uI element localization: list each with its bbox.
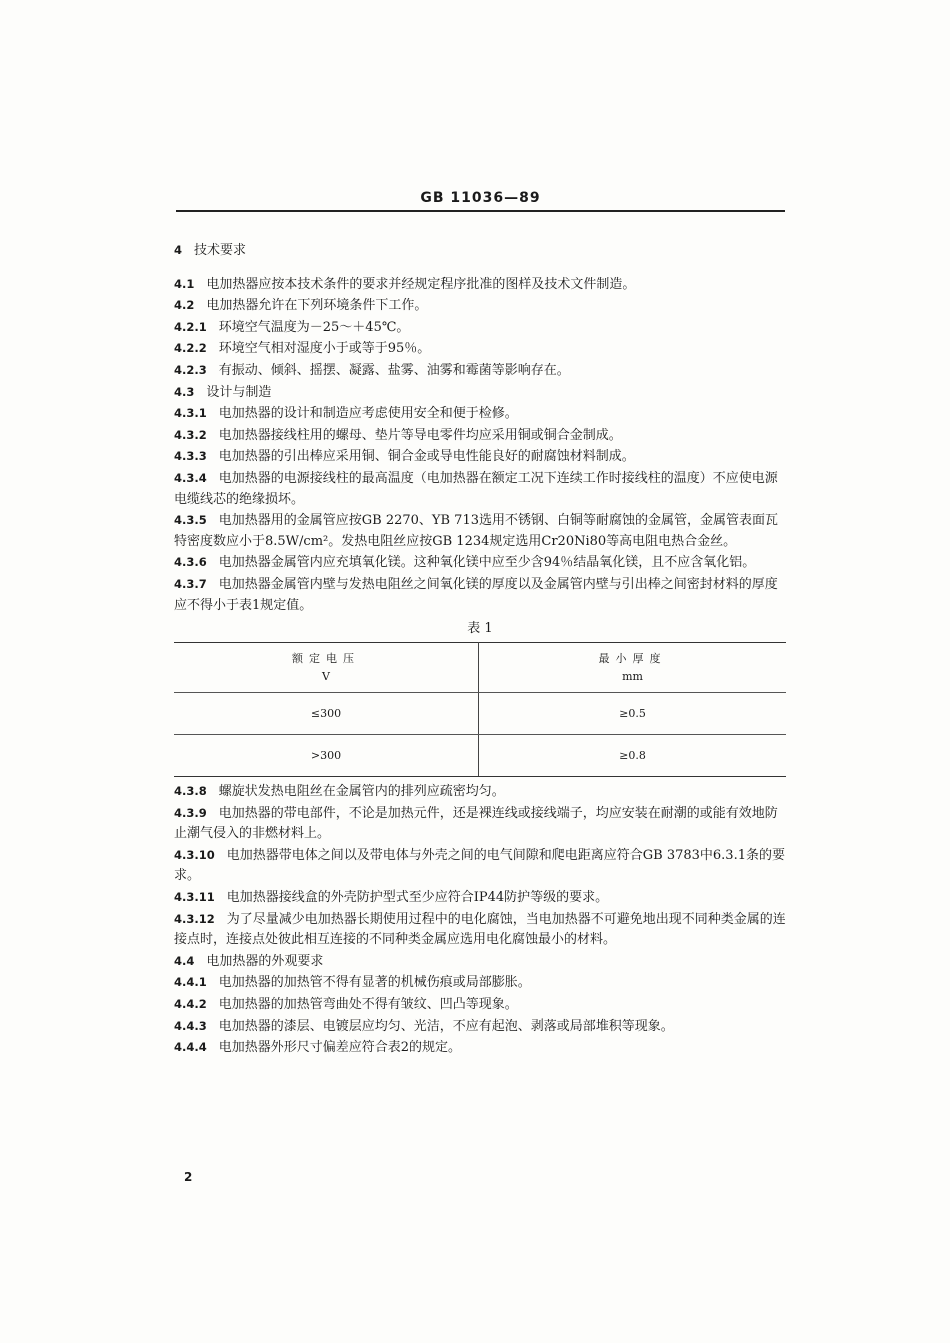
page-header: GB 11036—89 [420, 190, 541, 206]
clause-number: 4.2.1 [174, 319, 207, 334]
thickness-unit: mm [622, 669, 643, 683]
clause-paragraph [174, 338, 786, 360]
clause-paragraph [174, 781, 786, 803]
clause-paragraph [174, 274, 786, 296]
clause-text: 电加热器的加热管不得有显著的机械伤痕或局部膨胀。 [218, 975, 531, 991]
clause-paragraph [174, 382, 786, 404]
clause-text: 电加热器带电体之间以及带电体与外壳之间的电气间隙和爬电距离应符合GB 3783中6.3.1条的要求。 [174, 847, 785, 884]
clause-number: 4.4.1 [174, 975, 207, 990]
clause-text: 有振动、倾斜、摇摆、凝露、盐雾、油雾和霉菌等影响存在。 [218, 362, 570, 378]
section-heading [174, 240, 786, 262]
clause-text: 电加热器的电源接线柱的最高温度（电加热器在额定工况下连续工作时接线柱的温度）不应使电源电缆线芯的绝缘损坏。 [174, 470, 778, 507]
voltage-cell: >300 [174, 735, 479, 777]
clause-text: 电加热器接线柱用的螺母、垫片等导电零件均应采用铜或铜合金制成。 [218, 427, 622, 443]
clause-number: 4.4.4 [174, 1040, 207, 1055]
clause-paragraph [174, 845, 786, 887]
thickness-cell: ≥0.5 [479, 693, 787, 735]
clause-paragraph [174, 574, 786, 616]
clause-paragraph [174, 468, 786, 510]
voltage-header [174, 643, 479, 693]
clause-number: 4.3.10 [174, 847, 215, 862]
thickness-header-label: 最小厚度 [598, 651, 667, 665]
section-number: 4 [174, 243, 183, 257]
clause-text: 电加热器的带电部件，不论是加热元件，还是裸连线或接线端子，均应安装在耐潮的或能有效地防止潮气侵入的非燃材料上。 [174, 805, 778, 842]
clause-number: 4.4.2 [174, 997, 207, 1012]
clause-text: 电加热器允许在下列环境条件下工作。 [206, 298, 428, 314]
clause-number: 4.3.3 [174, 449, 207, 464]
clause-list-after-table [174, 781, 786, 1059]
document-body [174, 240, 786, 1059]
clause-paragraph [174, 552, 786, 574]
clause-number: 4.3.12 [174, 911, 215, 926]
table-caption: 表 1 [467, 621, 493, 637]
table-row [174, 693, 786, 735]
clause-paragraph [174, 972, 786, 994]
clause-paragraph [174, 446, 786, 468]
header-rule [176, 210, 785, 212]
clause-text: 电加热器应按本技术条件的要求并经规定程序批准的图样及技术文件制造。 [206, 276, 636, 292]
clause-text: 电加热器金属管内壁与发热电阻丝之间氧化镁的厚度以及金属管内壁与引出棒之间密封材料的厚度应不得小于表1规定值。 [174, 576, 778, 613]
section-title: 技术要求 [194, 243, 247, 258]
clause-text: 电加热器接线盒的外壳防护型式至少应符合IP44防护等级的要求。 [226, 890, 609, 906]
clause-text: 电加热器用的金属管应按GB 2270、YB 713选用不锈钢、白铜等耐腐蚀的金属管，金属管表面瓦特密度数应小于8.5W/cm²。发热电阻丝应按GB 1234规定选用Cr20Ni80等高电阻电热合金丝。 [174, 513, 778, 549]
clause-paragraph [174, 360, 786, 382]
clause-number: 4.3.1 [174, 406, 207, 421]
clause-list-before-table [174, 274, 786, 617]
clause-number: 4.3.4 [174, 470, 207, 485]
clause-paragraph [174, 994, 786, 1016]
clause-text: 电加热器的引出棒应采用铜、铜合金或导电性能良好的耐腐蚀材料制成。 [218, 449, 635, 465]
clause-text: 环境空气温度为－25～＋45℃。 [218, 319, 410, 335]
voltage-header-label: 额定电压 [292, 651, 360, 665]
clause-number: 4.3.9 [174, 805, 207, 820]
clause-number: 4.3 [174, 384, 195, 399]
clause-number: 4.4.3 [174, 1018, 207, 1033]
clause-text: 电加热器金属管内应充填氧化镁。这种氧化镁中应至少含94％结晶氧化镁，且不应含氧化铝。 [218, 555, 756, 571]
clause-paragraph [174, 403, 786, 425]
clause-text: 电加热器的加热管弯曲处不得有皱纹、凹凸等现象。 [218, 997, 518, 1013]
clause-text: 电加热器的漆层、电镀层应均匀、光洁，不应有起泡、剥落或局部堆积等现象。 [218, 1018, 674, 1034]
voltage-cell: ≤300 [174, 693, 479, 735]
clause-number: 4.2.2 [174, 341, 207, 356]
clause-paragraph [174, 317, 786, 339]
clause-paragraph [174, 803, 786, 845]
voltage-unit: V [322, 669, 330, 683]
clause-text: 电加热器的外观要求 [206, 953, 324, 969]
clause-number: 4.2.3 [174, 362, 207, 377]
clause-text: 环境空气相对湿度小于或等于95％。 [218, 341, 431, 357]
clause-text: 设计与制造 [206, 384, 272, 400]
clause-number: 4.3.2 [174, 427, 207, 442]
clause-paragraph [174, 951, 786, 973]
clause-paragraph [174, 1037, 786, 1059]
clause-paragraph [174, 295, 786, 317]
table-row [174, 735, 786, 777]
clause-number: 4.3.5 [174, 513, 207, 528]
clause-text: 电加热器的设计和制造应考虑使用安全和便于检修。 [218, 406, 518, 422]
clause-text: 为了尽量减少电加热器长期使用过程中的电化腐蚀，当电加热器不可避免地出现不同种类金属的连接点时，连接点处彼此相互连接的不同种类金属应选用电化腐蚀最小的材料。 [174, 911, 786, 948]
clause-text: 电加热器外形尺寸偏差应符合表2的规定。 [218, 1040, 462, 1056]
clause-number: 4.3.6 [174, 555, 207, 570]
clause-paragraph [174, 1016, 786, 1038]
thickness-header [479, 643, 787, 693]
clause-number: 4.4 [174, 953, 195, 968]
page-number: 2 [184, 1170, 193, 1184]
clause-paragraph [174, 425, 786, 447]
clause-number: 4.1 [174, 276, 195, 291]
thickness-table [174, 642, 786, 777]
clause-number: 4.3.11 [174, 890, 215, 905]
clause-paragraph [174, 887, 786, 909]
table-header-row [174, 643, 786, 693]
clause-paragraph [174, 909, 786, 951]
clause-number: 4.2 [174, 298, 195, 313]
clause-paragraph [174, 510, 786, 552]
thickness-cell: ≥0.8 [479, 735, 787, 777]
clause-text: 螺旋状发热电阻丝在金属管内的排列应疏密均匀。 [218, 784, 505, 800]
clause-number: 4.3.8 [174, 784, 207, 799]
clause-number: 4.3.7 [174, 576, 207, 591]
